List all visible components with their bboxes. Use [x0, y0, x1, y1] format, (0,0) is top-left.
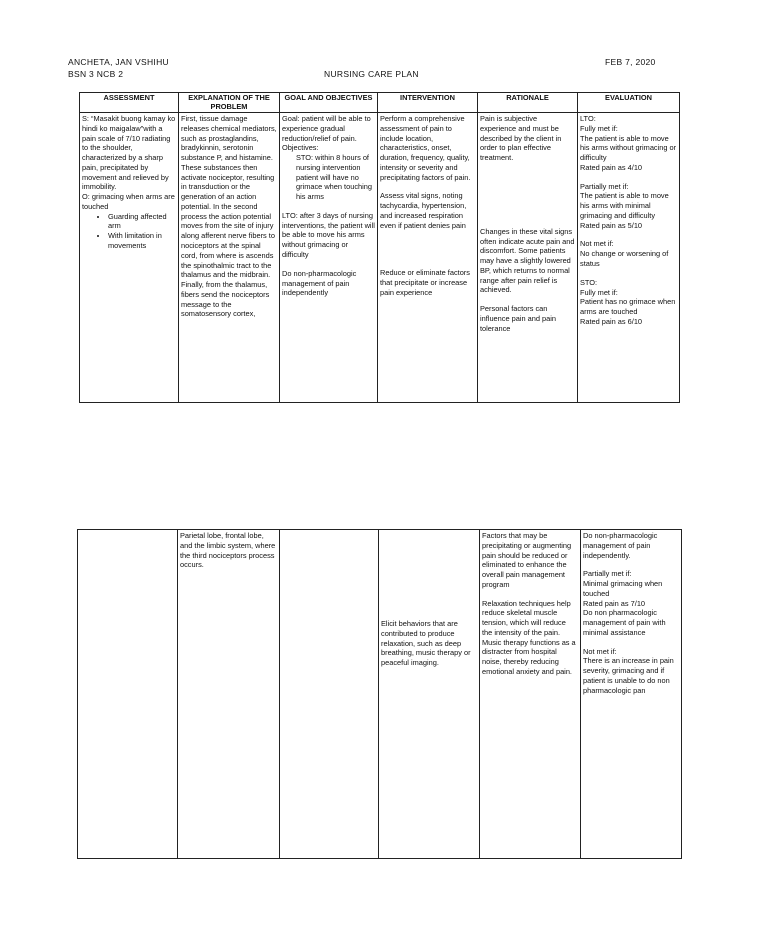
column-header-intervention: INTERVENTION	[378, 93, 478, 113]
intervention-vital-signs: Assess vital signs, noting tachycardia, hypertension, and increased respiration even if patient denies pain	[380, 191, 467, 230]
eval-nonpharm-independent: Do non-pharmacologic management of pain independently.	[583, 531, 658, 560]
goal-cell-continued	[280, 530, 379, 859]
goal-cell	[280, 113, 378, 403]
assessment-cell-continued	[78, 530, 178, 859]
column-header-goal: GOAL AND OBJECTIVES	[280, 93, 378, 113]
intervention-assess-pain: Perform a comprehensive assessment of pain to include location, characteristics, onset, duration, frequency, quality, intensity or severity and precipitating factors of pain.	[380, 114, 471, 182]
evaluation-cell	[578, 113, 680, 403]
rationale-relaxation: Relaxation techniques help reduce skeletal muscle tension, which will reduce the intensity of the pain. Music therapy functions as a distracter from hospital noise, thereby reducing emotional anxiety and pain.	[482, 598, 576, 676]
eval-fully-label: Fully met if:	[580, 123, 618, 133]
objective-cue: • With limitation in movements	[108, 231, 176, 251]
goal-text: Goal: patient will be able to experience gradual reduction/relief of pain.	[282, 114, 371, 143]
column-header-rationale: RATIONALE	[478, 93, 578, 113]
care-plan-table-page2	[77, 529, 682, 859]
eval-partial-label-2: Partially met if:	[583, 569, 632, 579]
eval-sto-fully-text: Patient has no grimace when arms are touched	[580, 297, 676, 317]
eval-partial-text-2: Minimal grimacing when touched	[583, 579, 663, 598]
document-date: FEB 7, 2020	[605, 57, 656, 67]
eval-sto-fully-label: Fully met if:	[580, 287, 618, 297]
intervention-reduce-factors: Reduce or eliminate factors that precipitate or increase pain experience	[380, 268, 470, 297]
eval-sto-rated: Rated pain as 6/10	[580, 316, 643, 326]
objectives-label: Objectives:	[282, 143, 319, 153]
explanation-cell	[179, 113, 280, 403]
eval-lto-label: LTO:	[580, 114, 596, 124]
eval-partial-text: The patient is able to move his arms with minimal grimacing and difficulty	[580, 191, 669, 220]
eval-nonpharm-assisted: Do non pharmacologic management of pain with minimal assistance	[583, 608, 666, 637]
eval-partial-rated-2: Rated pain as 7/10	[583, 598, 646, 608]
document-title: NURSING CARE PLAN	[324, 69, 419, 79]
explanation-text: First, tissue damage releases chemical mediators, such as prostaglandins, bradykinnin, serotonin substance P, and histamine. These substances then activate nociceptor, resulting in transduction or the generation of an action potential. In the second process the action potential moves from the site of injury along afferent nerve fibers to nociceptors at the spinal cord, from where is ascends the spinothalmic tract to the thalamus and the midbrain. Finally, from the thalamus, fibers send the nociceptors message to the somatosensory cortex,	[181, 114, 277, 319]
rationale-personal-factors: Personal factors can influence pain and pain tolerance	[480, 304, 557, 333]
rationale-assess-pain: Pain is subjective experience and must be described by the client in order to plan effective treatment.	[480, 114, 562, 163]
evaluation-cell-continued	[581, 530, 682, 859]
intervention-cell	[378, 113, 478, 403]
eval-fully-text: The patient is able to move his arms without grimacing or difficulty	[580, 133, 677, 163]
eval-partial-rated: Rated pain as 5/10	[580, 220, 643, 230]
eval-not-text: No change or worsening of status	[580, 249, 669, 268]
eval-fully-rated: Rated pain as 4/10	[580, 162, 643, 172]
rationale-vital-signs: Changes in these vital signs often indicate acute pain and discomfort. Some patients may have a slightly lowered BP, which returns to normal range after pain relief is achieved.	[480, 226, 575, 295]
column-header-assessment: ASSESSMENT	[80, 93, 179, 113]
rationale-cell	[478, 113, 578, 403]
lto-objective: LTO: after 3 days of nursing interventions, the patient will be able to move his arms without grimacing or difficulty	[282, 210, 375, 259]
eval-not-label: Not met if:	[580, 239, 614, 249]
subjective-data: S: “Masakit buong kamay ko hindi ko maigalaw”with a pain scale of 7/10 radiating to the shoulder, characterized by a sharp pain, precipitated by movement and relieved by immobility.	[82, 114, 176, 192]
nonpharm-objective: Do non-pharmacologic management of pain independently	[282, 268, 357, 298]
student-name: ANCHETA, JAN VSHIHU	[68, 57, 169, 67]
care-plan-table-page1	[79, 92, 680, 403]
objective-cues	[82, 212, 176, 251]
column-header-evaluation: EVALUATION	[578, 93, 680, 113]
rationale-factors: Factors that may be precipitating or augmenting pain should be reduced or eliminated to enhance the overall pain management program	[482, 531, 572, 589]
sto-objective: STO: within 8 hours of nursing intervention patient will have no grimace when touching his arms	[296, 153, 373, 202]
objective-cue: • Guarding affected arm	[108, 212, 176, 232]
objective-data: O: grimacing when arms are touched	[82, 192, 175, 211]
student-section: BSN 3 NCB 2	[68, 69, 124, 79]
eval-partial-label: Partially met if:	[580, 181, 629, 191]
eval-sto-label: STO:	[580, 277, 598, 287]
eval-not-text-2: There is an increase in pain severity, grimacing and if patient is unable to do non pharmacologic pan	[583, 656, 674, 695]
assessment-cell	[80, 113, 179, 403]
column-header-explanation: EXPLANATION OF THE PROBLEM	[179, 93, 280, 113]
explanation-text-continued: Parietal lobe, frontal lobe, and the limbic system, where the third nociceptors process occurs.	[180, 531, 276, 570]
explanation-cell-continued	[178, 530, 280, 859]
intervention-relaxation: Elicit behaviors that are contributed to produce relaxation, such as deep breathing, music therapy or peaceful imaging.	[381, 619, 471, 668]
intervention-cell-continued	[379, 530, 480, 859]
rationale-cell-continued	[480, 530, 581, 859]
eval-not-label-2: Not met if:	[583, 646, 617, 656]
